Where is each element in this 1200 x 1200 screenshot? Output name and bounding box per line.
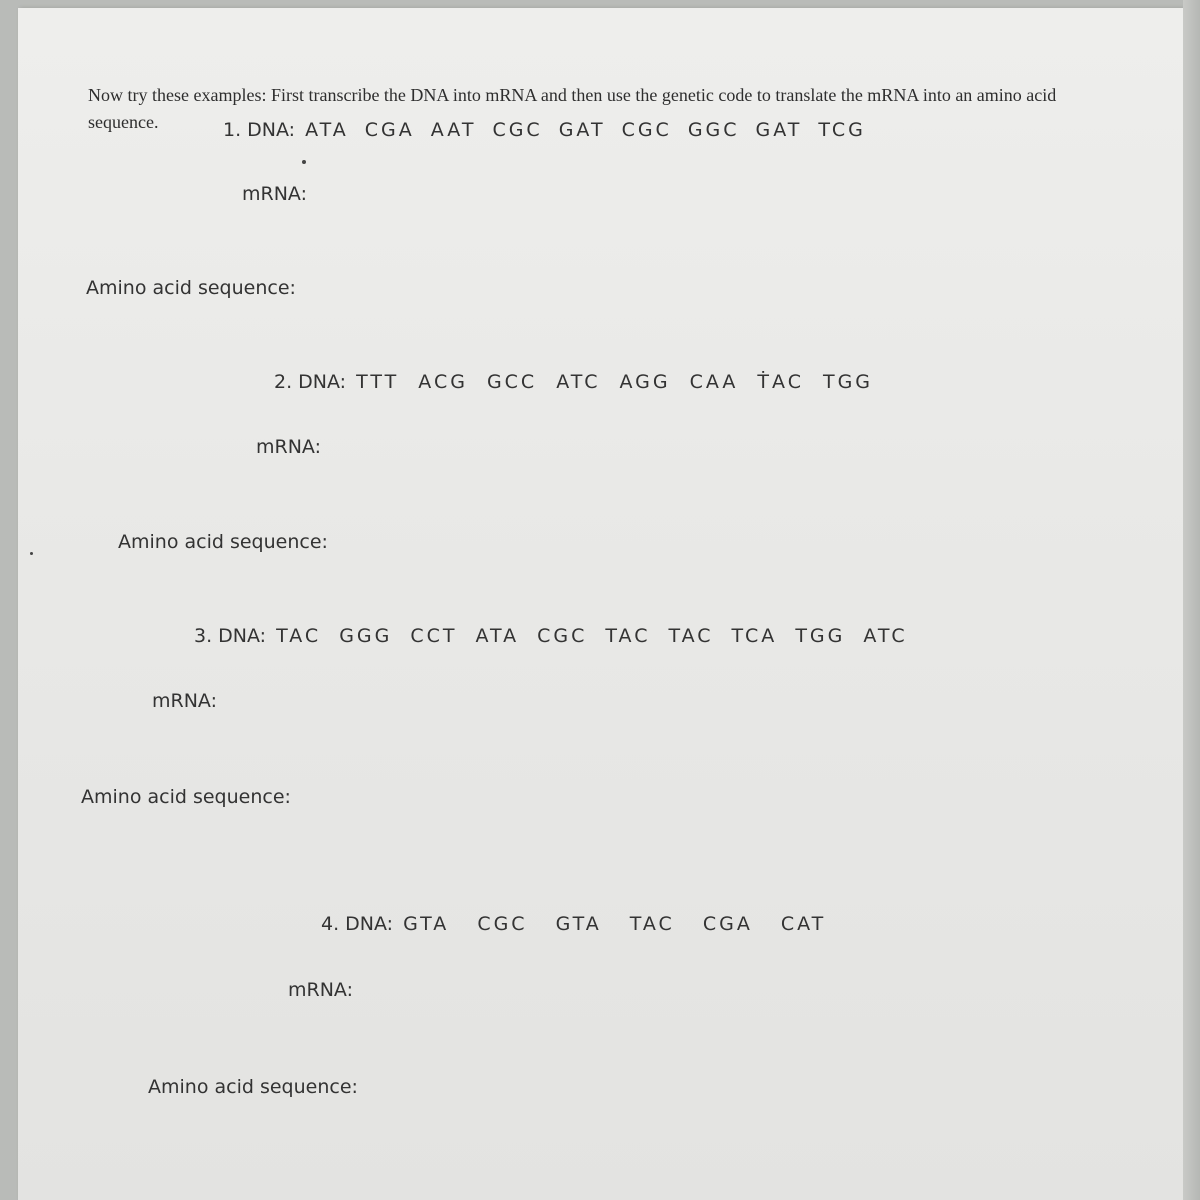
codon: CCT bbox=[410, 625, 458, 647]
pen-mark bbox=[302, 160, 306, 164]
codon: GGG bbox=[339, 625, 393, 647]
codon: CGC bbox=[492, 119, 543, 141]
codon: TAC bbox=[276, 625, 322, 647]
dna-sequence-4 bbox=[321, 913, 826, 935]
codon: AGG bbox=[619, 371, 671, 393]
codon: CGC bbox=[477, 913, 528, 935]
dna-label: 3. DNA: bbox=[194, 625, 267, 647]
codon: ATA bbox=[475, 625, 520, 647]
codon: TCG bbox=[818, 119, 866, 141]
codon-list bbox=[276, 625, 908, 647]
codon: TAC bbox=[629, 913, 675, 935]
amino-acid-label-3: Amino acid sequence: bbox=[81, 786, 291, 808]
codon: GTA bbox=[555, 913, 602, 935]
dna-sequence-2 bbox=[274, 371, 873, 393]
codon: GAT bbox=[558, 119, 606, 141]
mrna-label-4: mRNA: bbox=[288, 979, 353, 1001]
codon: CAA bbox=[689, 371, 739, 393]
background-surface bbox=[1183, 0, 1200, 1200]
dna-sequence-1 bbox=[223, 119, 866, 141]
codon: GCC bbox=[486, 371, 538, 393]
amino-acid-label-4: Amino acid sequence: bbox=[148, 1076, 358, 1098]
codon: CGC bbox=[621, 119, 672, 141]
dna-label: 1. DNA: bbox=[223, 119, 296, 141]
mrna-label-3: mRNA: bbox=[152, 690, 217, 712]
codon-list bbox=[356, 371, 873, 393]
codon: ATC bbox=[863, 625, 908, 647]
codon: TAC bbox=[668, 625, 714, 647]
codon: AAT bbox=[430, 119, 477, 141]
dna-label: 4. DNA: bbox=[321, 913, 394, 935]
codon: TTT bbox=[356, 371, 400, 393]
codon: GAT bbox=[755, 119, 803, 141]
codon: ṪAC bbox=[757, 371, 804, 393]
codon: TAC bbox=[605, 625, 651, 647]
codon: ATC bbox=[556, 371, 601, 393]
codon: ACG bbox=[418, 371, 468, 393]
amino-acid-label-2: Amino acid sequence: bbox=[118, 531, 328, 553]
dna-label: 2. DNA: bbox=[274, 371, 347, 393]
instructions-text: Now try these examples: First transcribe the DNA into mRNA and then use the genetic code to translate the mRNA into an amino acid sequence. bbox=[88, 85, 1057, 132]
codon: CGC bbox=[537, 625, 588, 647]
codon: GGC bbox=[687, 119, 740, 141]
codon: ATA bbox=[305, 119, 349, 141]
codon: TCA bbox=[731, 625, 778, 647]
amino-acid-label-1: Amino acid sequence: bbox=[86, 277, 296, 299]
codon-list bbox=[403, 913, 826, 935]
dna-sequence-3 bbox=[194, 625, 908, 647]
codon: CGA bbox=[364, 119, 415, 141]
codon: TGG bbox=[822, 371, 874, 393]
mrna-label-1: mRNA: bbox=[242, 183, 307, 205]
codon: CGA bbox=[702, 913, 753, 935]
codon: CAT bbox=[780, 913, 827, 935]
worksheet-page bbox=[18, 8, 1183, 1200]
codon: TGG bbox=[795, 625, 846, 647]
codon: GTA bbox=[403, 913, 450, 935]
codon-list bbox=[305, 119, 866, 141]
mrna-label-2: mRNA: bbox=[256, 436, 321, 458]
pen-mark bbox=[30, 552, 33, 555]
